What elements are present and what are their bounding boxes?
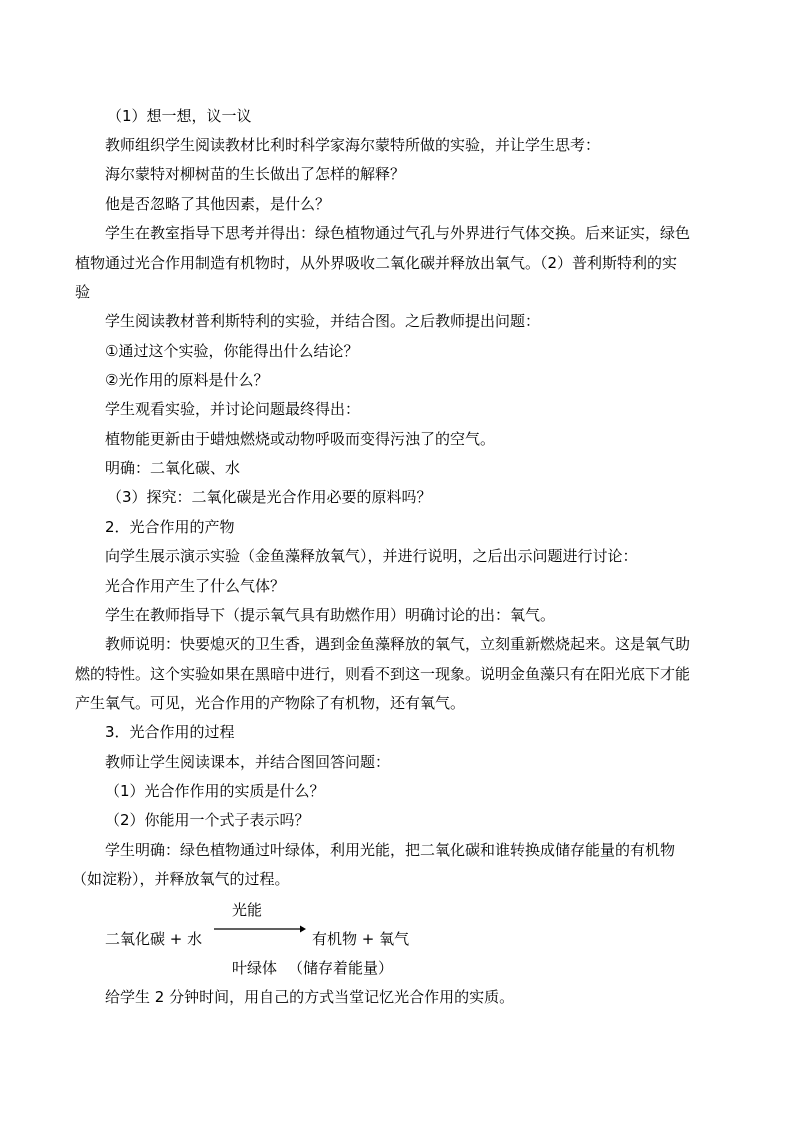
question-line: （2）你能用一个式子表示吗？ bbox=[105, 811, 310, 829]
question-line: 光合作用产生了什么气体？ bbox=[105, 577, 286, 595]
paragraph-line: 教师让学生阅读课本，并结合图回答问题： bbox=[105, 753, 391, 771]
paragraph-line: 产生氧气。可见，光合作用的产物除了有机物，还有氧气。 bbox=[75, 694, 466, 712]
equation-reactants: 二氧化碳 + 水 bbox=[105, 930, 203, 948]
paragraph-line: 明确：二氧化碳、水 bbox=[105, 459, 241, 477]
paragraph-line: 植物能更新由于蜡烛燃烧或动物呼吸而变得污浊了的空气。 bbox=[105, 430, 496, 448]
paragraph-line: （如淀粉），并释放氧气的过程。 bbox=[72, 870, 290, 888]
equation-condition-light: 光能 bbox=[232, 901, 263, 919]
paragraph-line: 向学生展示演示实验（金鱼藻释放氧气），并进行说明，之后出示问题进行讨论： bbox=[105, 547, 638, 565]
reaction-arrow-icon bbox=[214, 925, 306, 933]
paragraph-line: 学生阅读教材普利斯特利的实验，并结合图。之后教师提出问题： bbox=[105, 312, 541, 330]
paragraph-line: 学生观看实验，并讨论问题最终得出： bbox=[105, 400, 361, 418]
paragraph-line: 植物通过光合作用制造有机物时，从外界吸收二氧化碳并释放出氧气。（2）普利斯特利的实 bbox=[75, 254, 678, 272]
section-heading: 3．光合作用的过程 bbox=[105, 723, 235, 741]
paragraph-line: 教师说明：快要熄灭的卫生香，遇到金鱼藻释放的氧气，立刻重新燃烧起来。这是氧气助 bbox=[105, 635, 691, 653]
section-heading: 2．光合作用的产物 bbox=[105, 518, 235, 536]
paragraph-line: 学生明确：绿色植物通过叶绿体，利用光能，把二氧化碳和谁转换成储存能量的有机物 bbox=[105, 841, 676, 859]
equation-energy-note: （储存着能量） bbox=[288, 959, 394, 977]
paragraph-line: 给学生 2 分钟时间，用自己的方式当堂记忆光合作用的实质。 bbox=[105, 988, 515, 1006]
paragraph-line: 学生在教师指导下（提示氧气具有助燃作用）明确讨论的出：氧气。 bbox=[105, 606, 556, 624]
question-line: ①通过这个实验，你能得出什么结论？ bbox=[105, 342, 359, 360]
paragraph-line: 验 bbox=[75, 283, 91, 301]
heading-explore: （3）探究：二氧化碳是光合作用必要的原料吗？ bbox=[107, 488, 432, 506]
paragraph-line: 教师组织学生阅读教材比利时科学家海尔蒙特所做的实验，并让学生思考： bbox=[105, 136, 601, 154]
question-line: （1）光合作作用的实质是什么？ bbox=[105, 782, 325, 800]
question-line: ②光作用的原料是什么？ bbox=[105, 371, 269, 389]
equation-products: 有机物 + 氧气 bbox=[312, 930, 410, 948]
question-line: 他是否忽略了其他因素，是什么？ bbox=[105, 195, 331, 213]
paragraph-line: 燃的特性。这个实验如果在黑暗中进行，则看不到这一现象。说明金鱼藻只有在阳光底下才能 bbox=[75, 665, 691, 683]
question-line: 海尔蒙特对柳树苗的生长做出了怎样的解释？ bbox=[105, 165, 406, 183]
paragraph-line: 学生在教室指导下思考并得出：绿色植物通过气孔与外界进行气体交换。后来证实，绿色 bbox=[105, 224, 691, 242]
heading-discuss: （1）想一想，议一议 bbox=[107, 107, 252, 125]
equation-condition-chloroplast: 叶绿体 bbox=[232, 959, 278, 977]
